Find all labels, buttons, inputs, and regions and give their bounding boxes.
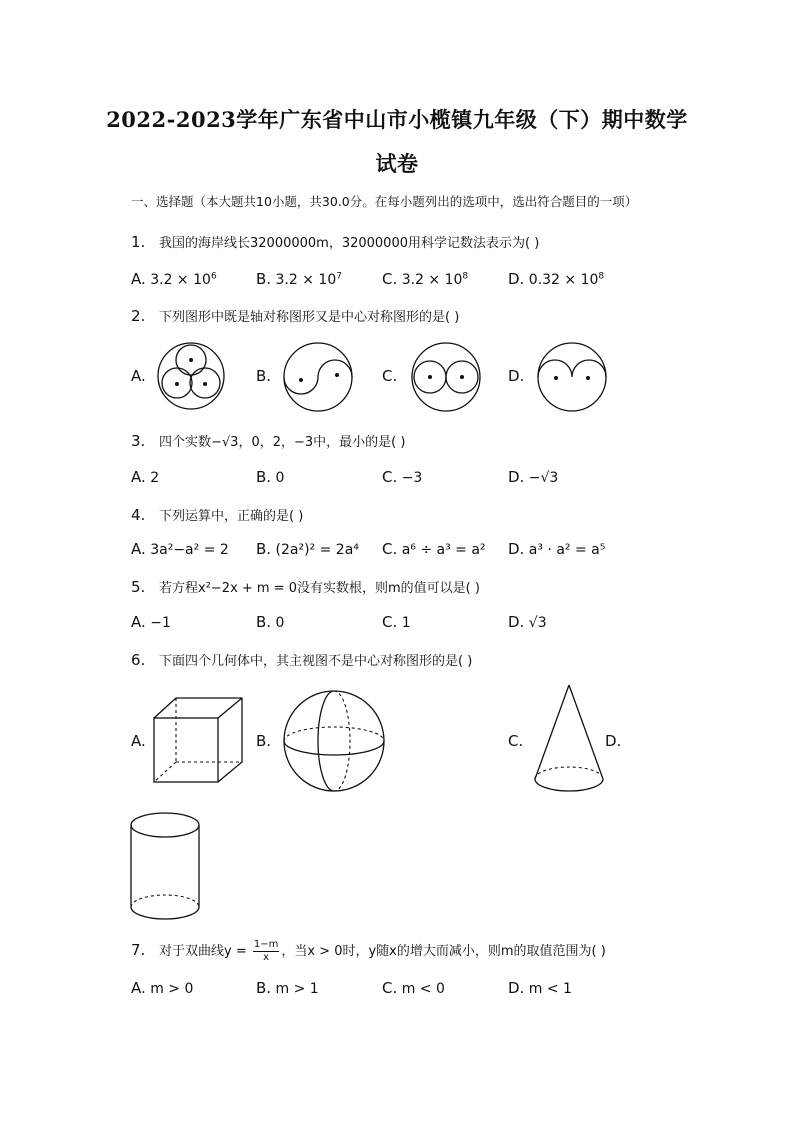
- option-value: √3: [528, 615, 547, 631]
- q2-option-b-label[interactable]: B.: [256, 367, 272, 385]
- option-value: 3a²−a² = 2: [150, 542, 229, 558]
- section-header: 一、选择题（本大题共10小题，共30.0分。在每小题列出的选项中，选出符合题目的一项）: [131, 194, 638, 209]
- question-stem: 下面四个几何体中，其主视图不是中心对称图形的是( ): [159, 654, 473, 669]
- question-number: 5.: [131, 578, 146, 596]
- option-label: B.: [256, 613, 272, 631]
- option-label: A.: [131, 468, 146, 486]
- option-value: −3: [401, 470, 423, 486]
- option-label: C.: [382, 979, 398, 997]
- q6-option-a-label[interactable]: A.: [131, 732, 146, 750]
- option-c[interactable]: [382, 613, 411, 631]
- option-a[interactable]: [131, 540, 229, 558]
- option-exponent: 8: [462, 271, 469, 282]
- option-value: 1: [401, 615, 411, 631]
- option-value: 0: [275, 615, 285, 631]
- option-label: A.: [131, 613, 146, 631]
- question-1: [131, 232, 539, 251]
- cone-figure[interactable]: [531, 683, 607, 795]
- option-label: A.: [131, 270, 146, 288]
- option-label: C.: [382, 613, 398, 631]
- paper-title-line1: 2022-2023学年广东省中山市小榄镇九年级（下）期中数学: [106, 107, 688, 132]
- question-stem: 我国的海岸线长32000000m，32000000用科学记数法表示为( ): [159, 236, 540, 251]
- two-circles-in-circle-figure[interactable]: [410, 342, 482, 412]
- q6-option-b-label[interactable]: B.: [256, 732, 272, 750]
- option-label: A.: [131, 979, 146, 997]
- option-value: m < 1: [528, 981, 572, 997]
- option-label: D.: [508, 540, 525, 558]
- q6-option-d-label[interactable]: D.: [605, 732, 622, 750]
- option-d[interactable]: [508, 540, 605, 558]
- option-b[interactable]: [256, 613, 284, 631]
- option-c[interactable]: [382, 270, 468, 288]
- question-6: [131, 650, 472, 669]
- option-value: 3.2 × 10: [401, 272, 463, 288]
- option-value: m > 0: [150, 981, 194, 997]
- q2-option-d-label[interactable]: D.: [508, 367, 525, 385]
- question-stem-before: 对于双曲线y =: [159, 944, 251, 959]
- cylinder-figure[interactable]: [128, 811, 202, 923]
- option-label: A.: [131, 540, 146, 558]
- option-value: a⁶ ÷ a³ = a²: [401, 542, 486, 558]
- fraction: [253, 939, 279, 964]
- option-value: 0: [275, 470, 285, 486]
- paper-title-line2: 试卷: [375, 151, 419, 176]
- two-arcs-in-circle-figure[interactable]: [536, 342, 608, 412]
- option-label: B.: [256, 540, 272, 558]
- option-label: B.: [256, 270, 272, 288]
- yin-yang-circle-figure[interactable]: [283, 342, 353, 412]
- question-4: [131, 505, 303, 524]
- option-label: B.: [256, 468, 272, 486]
- option-c[interactable]: [382, 979, 445, 997]
- question-stem: 下列图形中既是轴对称图形又是中心对称图形的是( ): [159, 310, 460, 325]
- option-label: C.: [382, 270, 398, 288]
- option-exponent: 8: [598, 271, 605, 282]
- option-label: C.: [382, 540, 398, 558]
- option-b[interactable]: [256, 540, 359, 558]
- option-a[interactable]: [131, 270, 217, 288]
- q6-option-c-label[interactable]: C.: [508, 732, 524, 750]
- question-stem: 四个实数−√3，0，2，−3中，最小的是( ): [159, 435, 406, 450]
- option-a[interactable]: [131, 979, 193, 997]
- option-label: B.: [256, 979, 272, 997]
- question-number: 1.: [131, 233, 146, 251]
- cube-figure[interactable]: [152, 696, 244, 784]
- question-3: [131, 431, 405, 450]
- question-number: 4.: [131, 506, 146, 524]
- option-value: 0.32 × 10: [528, 272, 599, 288]
- option-label: D.: [508, 270, 525, 288]
- option-exponent: 7: [336, 271, 342, 282]
- option-c[interactable]: [382, 540, 486, 558]
- option-value: m > 1: [275, 981, 319, 997]
- option-value: 3.2 × 10: [275, 272, 337, 288]
- q2-option-a-label[interactable]: A.: [131, 367, 146, 385]
- question-2: [131, 306, 459, 325]
- question-number: 6.: [131, 651, 146, 669]
- option-a[interactable]: [131, 468, 159, 486]
- option-value: 3.2 × 10: [150, 272, 211, 288]
- option-value: 2: [150, 470, 160, 486]
- option-b[interactable]: [256, 979, 319, 997]
- option-exponent: 6: [210, 271, 217, 282]
- option-value: a³ · a² = a⁵: [528, 542, 606, 558]
- option-label: D.: [508, 979, 525, 997]
- option-label: D.: [508, 468, 525, 486]
- option-d[interactable]: [508, 613, 547, 631]
- option-value: −√3: [528, 470, 559, 486]
- question-number: 7.: [131, 941, 146, 959]
- option-b[interactable]: [256, 270, 342, 288]
- question-number: 2.: [131, 307, 146, 325]
- option-b[interactable]: [256, 468, 284, 486]
- option-value: m < 0: [401, 981, 445, 997]
- option-label: D.: [508, 613, 525, 631]
- sphere-figure[interactable]: [282, 689, 386, 793]
- option-d[interactable]: [508, 270, 604, 288]
- q2-option-c-label[interactable]: C.: [382, 367, 398, 385]
- question-stem: 若方程x²−2x + m = 0没有实数根，则m的值可以是( ): [159, 581, 480, 596]
- three-circles-in-circle-figure[interactable]: [156, 341, 226, 411]
- fraction-denominator: x: [263, 952, 270, 963]
- question-7: [131, 939, 606, 964]
- option-d[interactable]: [508, 979, 572, 997]
- question-5: [131, 577, 480, 596]
- option-value: −1: [150, 615, 171, 631]
- question-number: 3.: [131, 432, 146, 450]
- question-stem-after: ，当x > 0时，y随x的增大而减小，则m的取值范围为( ): [281, 944, 606, 959]
- question-stem: 下列运算中，正确的是( ): [159, 509, 304, 524]
- option-c[interactable]: [382, 468, 422, 486]
- fraction-numerator: 1−m: [253, 939, 279, 950]
- option-label: C.: [382, 468, 398, 486]
- option-a[interactable]: [131, 613, 171, 631]
- option-d[interactable]: [508, 468, 558, 486]
- option-value: (2a²)² = 2a⁴: [275, 542, 359, 558]
